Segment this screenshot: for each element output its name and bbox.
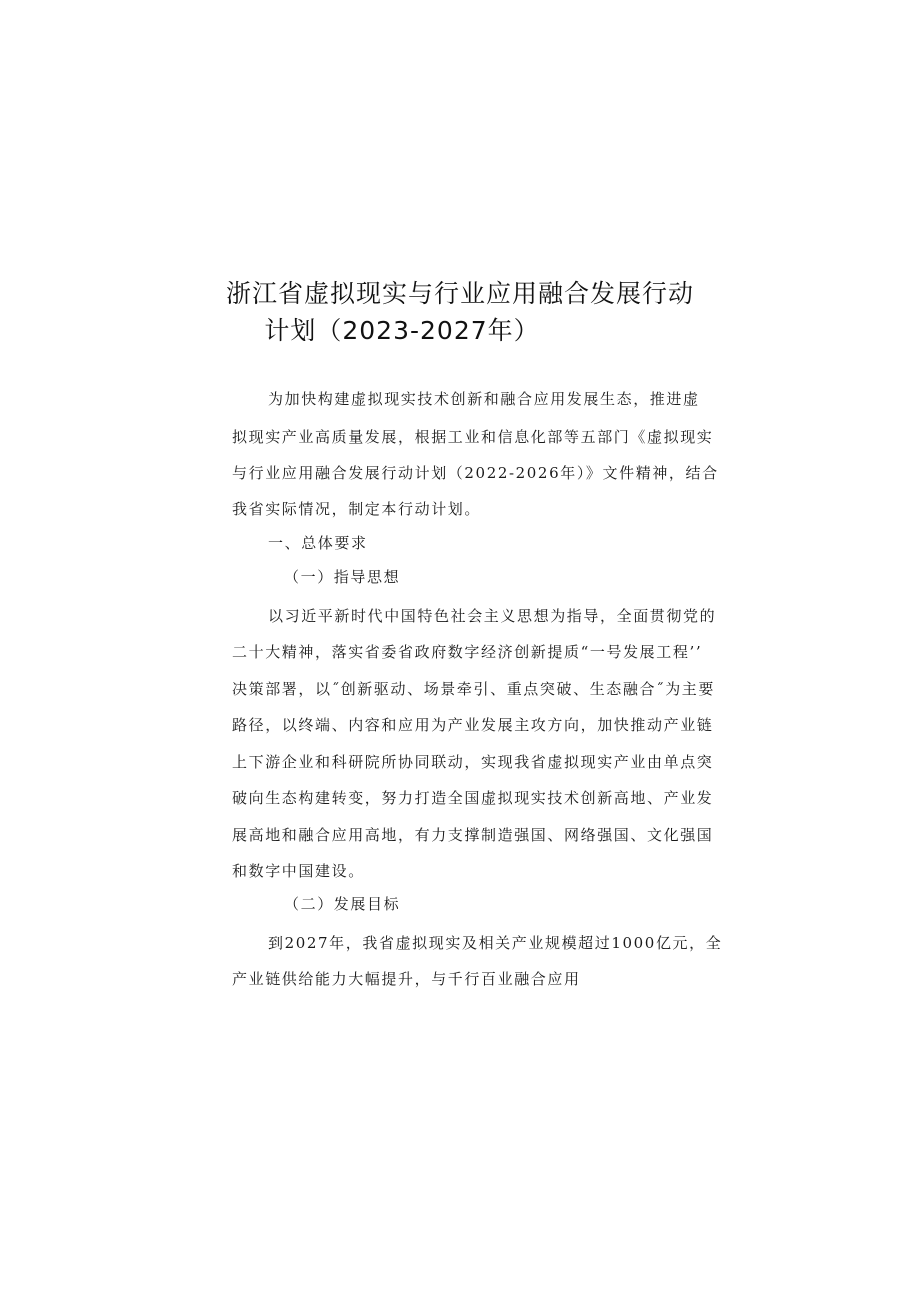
document-title-line1: 浙江省虚拟现实与行业应用融合发展行动 bbox=[225, 279, 694, 308]
intro-line: 拟现实产业高质量发展，根据工业和信息化部等五部门《虚拟现实 bbox=[232, 428, 714, 446]
body-line: 二十大精神，落实省委省政府数字经济创新提质“一号发展工程’’ bbox=[232, 643, 703, 661]
intro-line: 与行业应用融合发展行动计划（2022-2026年）》文件精神，结合 bbox=[232, 464, 719, 482]
subsection-heading-development-goals: （二）发展目标 bbox=[284, 895, 401, 913]
intro-line: 为加快构建虚拟现实技术创新和融合应用发展生态，推进虚 bbox=[268, 390, 700, 408]
body-line: 到2027年，我省虚拟现实及相关产业规模超过1000亿元，全 bbox=[268, 934, 723, 952]
body-line: 破向生态构建转变，努力打造全国虚拟现实技术创新高地、产业发 bbox=[232, 789, 714, 807]
body-line: 展高地和融合应用高地，有力支撑制造强国、网络强国、文化强国 bbox=[232, 826, 714, 844]
subsection-heading-guiding-thought: （一）指导思想 bbox=[284, 568, 401, 586]
intro-line: 我省实际情况，制定本行动计划。 bbox=[232, 500, 482, 518]
body-line: 决策部署，以˝创新驱动、场景牵引、重点突破、生态融合˝为主要 bbox=[232, 680, 716, 698]
body-line: 和数字中国建设。 bbox=[232, 862, 365, 880]
section-heading-general-requirements: 一、总体要求 bbox=[268, 534, 368, 552]
body-line: 以习近平新时代中国特色社会主义思想为指导，全面贯彻党的 bbox=[268, 607, 717, 625]
body-line: 上下游企业和科研院所协同联动，实现我省虚拟现实产业由单点突 bbox=[232, 753, 714, 771]
document-title-line2: 计划（2023-2027年） bbox=[264, 316, 540, 345]
body-line: 产业链供给能力大幅提升，与千行百业融合应用 bbox=[232, 970, 581, 988]
body-line: 路径，以终端、内容和应用为产业发展主攻方向，加快推动产业链 bbox=[232, 716, 714, 734]
